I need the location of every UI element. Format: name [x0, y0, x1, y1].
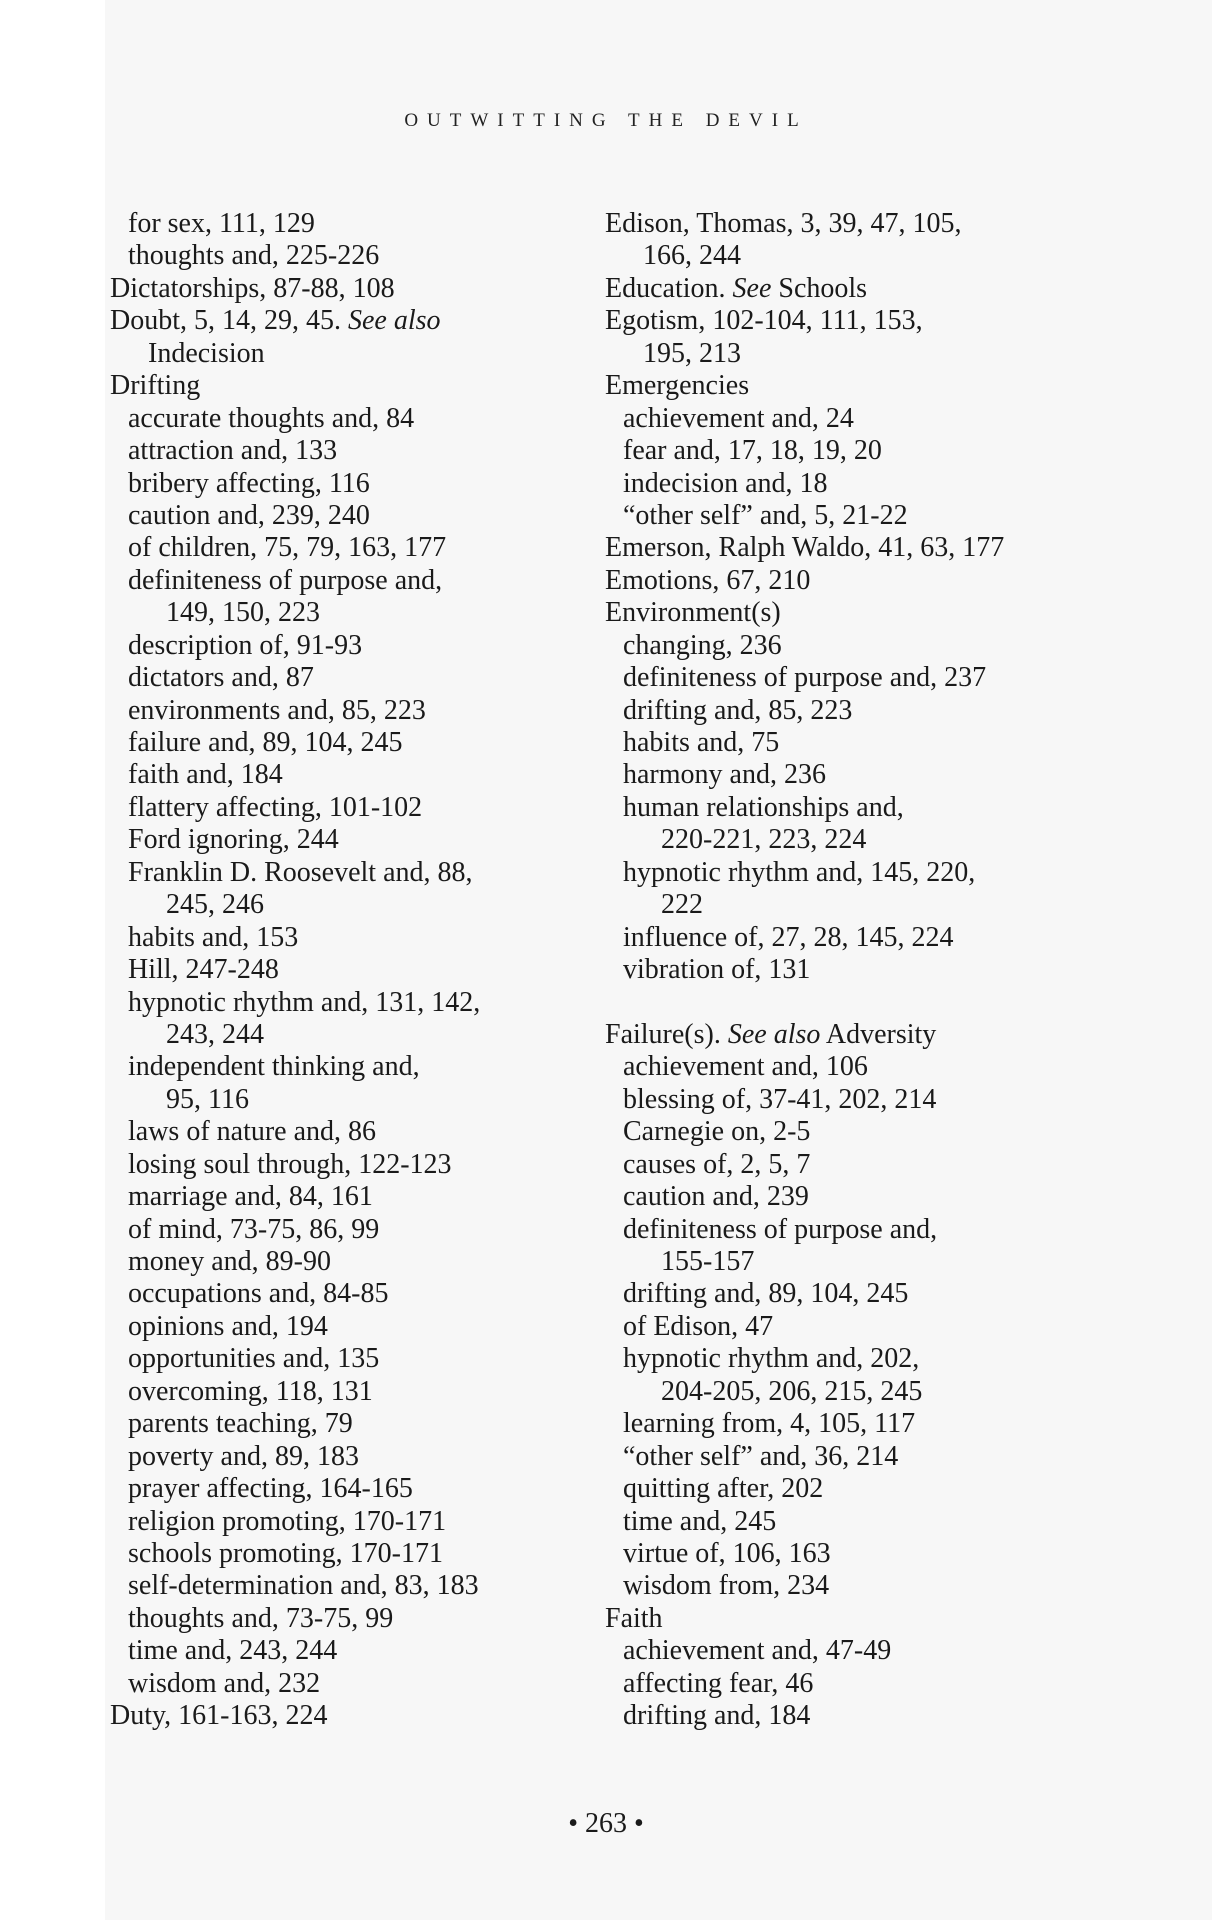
- entry-text: indecision and, 18: [623, 467, 828, 499]
- index-entry: [605, 1473, 1075, 1505]
- entry-text: Emergencies: [605, 370, 750, 402]
- index-entry: [110, 1278, 590, 1310]
- entry-text: Hill, 247-248: [128, 954, 279, 986]
- index-entry: [605, 1408, 1075, 1440]
- index-entry: [110, 857, 590, 889]
- index-entry: [110, 1246, 590, 1278]
- entry-text: description of, 91-93: [128, 629, 363, 661]
- index-heading: [605, 305, 1075, 337]
- index-entry: [110, 208, 590, 240]
- see-reference: See also: [348, 305, 441, 337]
- index-entry: [605, 1700, 1075, 1732]
- entry-text: definiteness of purpose and,: [623, 1213, 938, 1245]
- entry-text: habits and, 75: [623, 727, 780, 758]
- entry-text: flattery affecting, 101-102: [128, 791, 423, 823]
- index-entry: [110, 1441, 590, 1473]
- index-entry: [605, 662, 1075, 694]
- entry-text: quitting after, 202: [623, 1473, 824, 1505]
- entry-text: opinions and, 194: [128, 1310, 328, 1342]
- index-entry: [605, 792, 1075, 824]
- index-heading: [605, 532, 1075, 564]
- index-heading: [605, 1019, 1075, 1051]
- entry-text: Doubt, 5, 14, 29, 45.: [110, 305, 348, 337]
- index-entry: [110, 240, 590, 272]
- entry-text: achievement and, 106: [623, 1051, 868, 1083]
- entry-text: achievement and, 24: [623, 402, 854, 434]
- index-entry: [605, 435, 1075, 467]
- index-entry: [110, 1214, 590, 1246]
- index-heading: [605, 273, 1075, 305]
- index-entry: [605, 403, 1075, 435]
- index-entry: [605, 759, 1075, 791]
- entry-text: changing, 236: [623, 629, 782, 661]
- index-entry: [110, 1051, 590, 1083]
- index-entry: [110, 500, 590, 532]
- index-entry: [110, 824, 590, 856]
- index-entry: [605, 1214, 1075, 1246]
- index-entry: [110, 727, 590, 759]
- entry-text: learning from, 4, 105, 117: [623, 1408, 916, 1440]
- entry-text: wisdom and, 232: [128, 1667, 321, 1699]
- see-target: Schools: [771, 272, 868, 304]
- entry-text: 222: [661, 889, 703, 921]
- entry-text: caution and, 239: [623, 1181, 809, 1213]
- index-entry: [605, 1635, 1075, 1667]
- entry-text: schools promoting, 170-171: [128, 1537, 443, 1569]
- entry-text: occupations and, 84-85: [128, 1278, 389, 1310]
- index-entry: [605, 1311, 1075, 1343]
- index-entry: [110, 1376, 590, 1408]
- entry-text: time and, 245: [623, 1505, 777, 1537]
- index-entry: [110, 1408, 590, 1440]
- index-entry: [110, 1473, 590, 1505]
- index-heading: [605, 208, 1075, 240]
- entry-text: hypnotic rhythm and, 145, 220,: [623, 856, 976, 888]
- index-entry: [110, 1084, 590, 1116]
- see-reference: See also: [727, 1018, 821, 1050]
- index-entry: [605, 1343, 1075, 1375]
- entry-text: money and, 89-90: [128, 1246, 331, 1277]
- index-entry: [605, 1506, 1075, 1538]
- entry-text: affecting fear, 46: [623, 1667, 814, 1699]
- index-entry: [110, 889, 590, 921]
- entry-text: failure and, 89, 104, 245: [128, 727, 403, 758]
- entry-text: causes of, 2, 5, 7: [623, 1148, 811, 1180]
- entry-text: Franklin D. Roosevelt and, 88,: [128, 856, 473, 888]
- entry-text: of children, 75, 79, 163, 177: [128, 532, 447, 564]
- page-margin: [0, 0, 105, 1920]
- index-heading: [110, 305, 590, 337]
- entry-text: 243, 244: [166, 1018, 264, 1050]
- entry-text: Dictatorships, 87-88, 108: [110, 272, 395, 304]
- entry-text: Edison, Thomas, 3, 39, 47, 105,: [605, 208, 962, 239]
- index-entry: [605, 922, 1075, 954]
- see-target: Adversity: [820, 1018, 937, 1050]
- index-entry: [110, 630, 590, 662]
- index-entry: [605, 824, 1075, 856]
- entry-text: of Edison, 47: [623, 1310, 774, 1342]
- index-entry: [605, 1084, 1075, 1116]
- index-entry: [110, 954, 590, 986]
- entry-text: marriage and, 84, 161: [128, 1181, 373, 1213]
- entry-text: 155-157: [661, 1246, 755, 1277]
- entry-text: habits and, 153: [128, 921, 299, 953]
- entry-text: 220-221, 223, 224: [661, 824, 867, 856]
- entry-text: 166, 244: [643, 240, 741, 272]
- index-heading: [110, 370, 590, 402]
- index-entry: [110, 338, 590, 370]
- entry-text: accurate thoughts and, 84: [128, 402, 415, 434]
- index-heading: [605, 370, 1075, 402]
- index-entry: [110, 759, 590, 791]
- entry-text: drifting and, 89, 104, 245: [623, 1278, 909, 1310]
- entry-text: self-determination and, 83, 183: [128, 1570, 479, 1602]
- index-entry: [605, 954, 1075, 986]
- index-column-right: [605, 208, 1075, 1733]
- entry-text: thoughts and, 73-75, 99: [128, 1602, 394, 1634]
- index-entry: [110, 1570, 590, 1602]
- entry-text: “other self” and, 5, 21-22: [623, 499, 908, 531]
- entry-text: Drifting: [110, 370, 201, 402]
- entry-text: parents teaching, 79: [128, 1408, 353, 1440]
- index-entry: [110, 1635, 590, 1667]
- entry-text: 149, 150, 223: [166, 597, 320, 629]
- index-heading: [605, 597, 1075, 629]
- entry-text: blessing of, 37-41, 202, 214: [623, 1083, 937, 1115]
- index-entry: [605, 1278, 1075, 1310]
- index-entry: [110, 1311, 590, 1343]
- entry-text: losing soul through, 122-123: [128, 1148, 452, 1180]
- entry-text: Environment(s): [605, 597, 781, 629]
- entry-text: Egotism, 102-104, 111, 153,: [605, 305, 923, 337]
- running-head: OUTWITTING THE DEVIL: [404, 110, 808, 131]
- index-entry: [605, 1116, 1075, 1148]
- index-heading: [110, 273, 590, 305]
- entry-text: drifting and, 184: [623, 1700, 811, 1732]
- entry-text: harmony and, 236: [623, 759, 826, 791]
- entry-text: drifting and, 85, 223: [623, 694, 853, 726]
- entry-text: Carnegie on, 2-5: [623, 1116, 811, 1148]
- index-entry: [110, 1149, 590, 1181]
- index-entry: [605, 727, 1075, 759]
- entry-text: definiteness of purpose and,: [128, 564, 443, 596]
- index-entry: [605, 1376, 1075, 1408]
- entry-text: 245, 246: [166, 889, 264, 921]
- entry-text: 195, 213: [643, 337, 741, 369]
- index-entry: [110, 1668, 590, 1700]
- index-entry: [605, 857, 1075, 889]
- index-entry: [605, 1181, 1075, 1213]
- index-entry: [605, 468, 1075, 500]
- entry-text: opportunities and, 135: [128, 1343, 380, 1375]
- index-entry: [110, 792, 590, 824]
- index-heading: [605, 1603, 1075, 1635]
- see-reference: See: [732, 272, 772, 304]
- index-entry: [110, 922, 590, 954]
- page-number: • 263 •: [568, 1808, 644, 1839]
- index-entry: [110, 695, 590, 727]
- index-entry: [605, 1051, 1075, 1083]
- entry-text: time and, 243, 244: [128, 1635, 338, 1667]
- entry-text: virtue of, 106, 163: [623, 1537, 831, 1569]
- index-entry: [110, 468, 590, 500]
- index-entry: [605, 1538, 1075, 1570]
- entry-text: Education.: [605, 272, 733, 304]
- index-entry: [605, 1570, 1075, 1602]
- entry-text: Indecision: [148, 337, 265, 369]
- entry-text: poverty and, 89, 183: [128, 1440, 359, 1472]
- index-entry: [110, 987, 590, 1019]
- index-entry: [110, 565, 590, 597]
- entry-text: fear and, 17, 18, 19, 20: [623, 435, 882, 467]
- index-column-left: [110, 208, 590, 1733]
- entry-text: overcoming, 118, 131: [128, 1375, 373, 1407]
- index-entry: [110, 403, 590, 435]
- entry-text: achievement and, 47-49: [623, 1635, 892, 1667]
- index-entry: [110, 662, 590, 694]
- entry-text: dictators and, 87: [128, 662, 314, 694]
- entry-text: Failure(s).: [605, 1018, 728, 1050]
- index-heading: [605, 565, 1075, 597]
- entry-text: independent thinking and,: [128, 1051, 420, 1083]
- index-entry: [110, 1343, 590, 1375]
- entry-text: religion promoting, 170-171: [128, 1505, 447, 1537]
- entry-text: definiteness of purpose and, 237: [623, 662, 987, 694]
- entry-text: Emerson, Ralph Waldo, 41, 63, 177: [605, 532, 1005, 564]
- entry-text: caution and, 239, 240: [128, 499, 370, 531]
- entry-text: laws of nature and, 86: [128, 1116, 377, 1148]
- index-entry: [605, 500, 1075, 532]
- entry-text: “other self” and, 36, 214: [623, 1440, 899, 1472]
- entry-text: 95, 116: [166, 1083, 249, 1115]
- index-entry: [110, 1603, 590, 1635]
- entry-text: attraction and, 133: [128, 435, 338, 467]
- entry-text: of mind, 73-75, 86, 99: [128, 1213, 380, 1245]
- index-heading: [110, 1700, 590, 1732]
- index-entry: [605, 889, 1075, 921]
- index-entry: [110, 532, 590, 564]
- index-entry: [605, 1441, 1075, 1473]
- entry-text: influence of, 27, 28, 145, 224: [623, 921, 954, 953]
- index-entry: [110, 1538, 590, 1570]
- index-entry: [110, 1019, 590, 1051]
- entry-text: bribery affecting, 116: [128, 467, 370, 499]
- index-entry: [110, 1116, 590, 1148]
- entry-text: environments and, 85, 223: [128, 694, 426, 726]
- index-entry: [605, 1149, 1075, 1181]
- index-entry: [110, 1181, 590, 1213]
- entry-text: hypnotic rhythm and, 131, 142,: [128, 986, 481, 1018]
- index-entry: [110, 1506, 590, 1538]
- index-entry: [110, 435, 590, 467]
- index-entry: [605, 338, 1075, 370]
- entry-text: thoughts and, 225-226: [128, 240, 380, 272]
- index-entry: [605, 630, 1075, 662]
- index-entry: [110, 597, 590, 629]
- index-entry: [605, 1668, 1075, 1700]
- entry-text: hypnotic rhythm and, 202,: [623, 1343, 920, 1375]
- index-entry: [605, 240, 1075, 272]
- index-entry: [605, 695, 1075, 727]
- entry-text: prayer affecting, 164-165: [128, 1473, 413, 1505]
- index-entry: [605, 1246, 1075, 1278]
- spacer: [605, 987, 1075, 1019]
- entry-text: Duty, 161-163, 224: [110, 1700, 328, 1732]
- entry-text: faith and, 184: [128, 759, 283, 791]
- entry-text: vibration of, 131: [623, 954, 811, 986]
- entry-text: Emotions, 67, 210: [605, 564, 811, 596]
- entry-text: wisdom from, 234: [623, 1570, 830, 1602]
- entry-text: for sex, 111, 129: [128, 208, 315, 239]
- entry-text: human relationships and,: [623, 791, 904, 823]
- entry-text: Faith: [605, 1602, 663, 1634]
- entry-text: Ford ignoring, 244: [128, 824, 339, 856]
- entry-text: 204-205, 206, 215, 245: [661, 1375, 923, 1407]
